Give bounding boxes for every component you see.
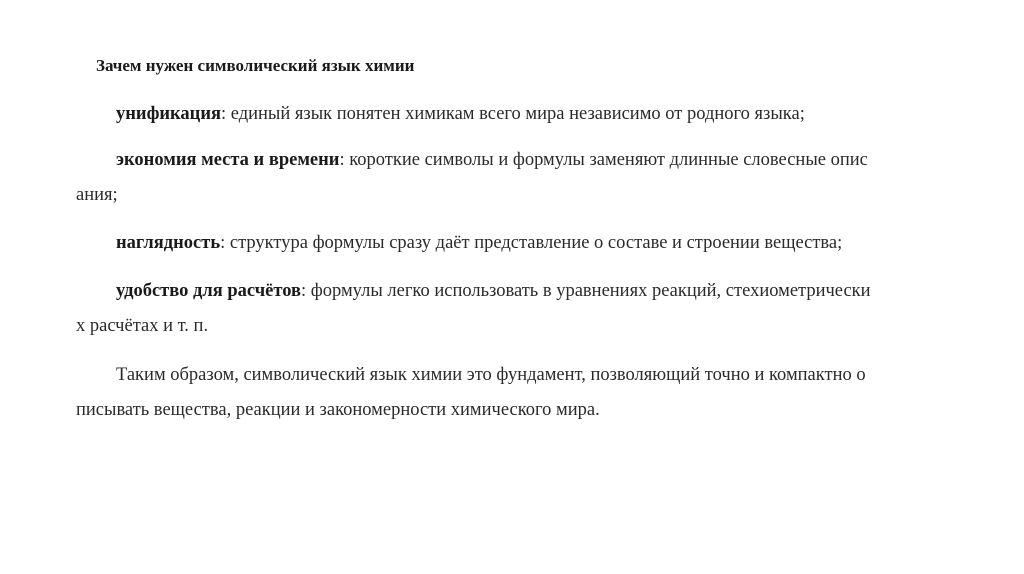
point-text: : единый язык понятен химикам всего мира независимо от родного языка; <box>220 104 805 124</box>
point-term: экономия места и времени <box>116 150 340 170</box>
point-text: : структура формулы сразу даёт представление о составе и строении вещества; <box>220 233 843 253</box>
point-term: удобство для расчётов <box>116 281 301 301</box>
point-term: наглядность <box>116 233 221 253</box>
point-calculations <box>76 274 956 344</box>
point-economy <box>76 143 956 213</box>
point-text: : формулы легко использовать в уравнениях реакций, стехиометрически <box>301 281 871 301</box>
point-line-continuation: х расчётах и т. п. <box>76 316 209 336</box>
point-line <box>76 226 956 261</box>
point-visual-clarity <box>76 226 956 261</box>
conclusion-line-continuation: писывать вещества, реакции и закономерности химического мира. <box>76 400 600 420</box>
point-line-continuation: ания; <box>76 185 118 205</box>
conclusion-paragraph <box>76 358 956 428</box>
point-text: : короткие символы и формулы заменяют длинные словесные опис <box>339 150 868 170</box>
point-line <box>76 274 956 309</box>
point-unification <box>76 97 956 132</box>
point-term: унификация <box>116 104 221 124</box>
conclusion-line: Таким образом, символический язык химии это фундамент, позволяющий точно и компактно о <box>116 365 866 385</box>
point-line <box>76 97 956 132</box>
point-line <box>76 143 956 178</box>
slide-heading: Зачем нужен символический язык химии <box>96 56 415 75</box>
